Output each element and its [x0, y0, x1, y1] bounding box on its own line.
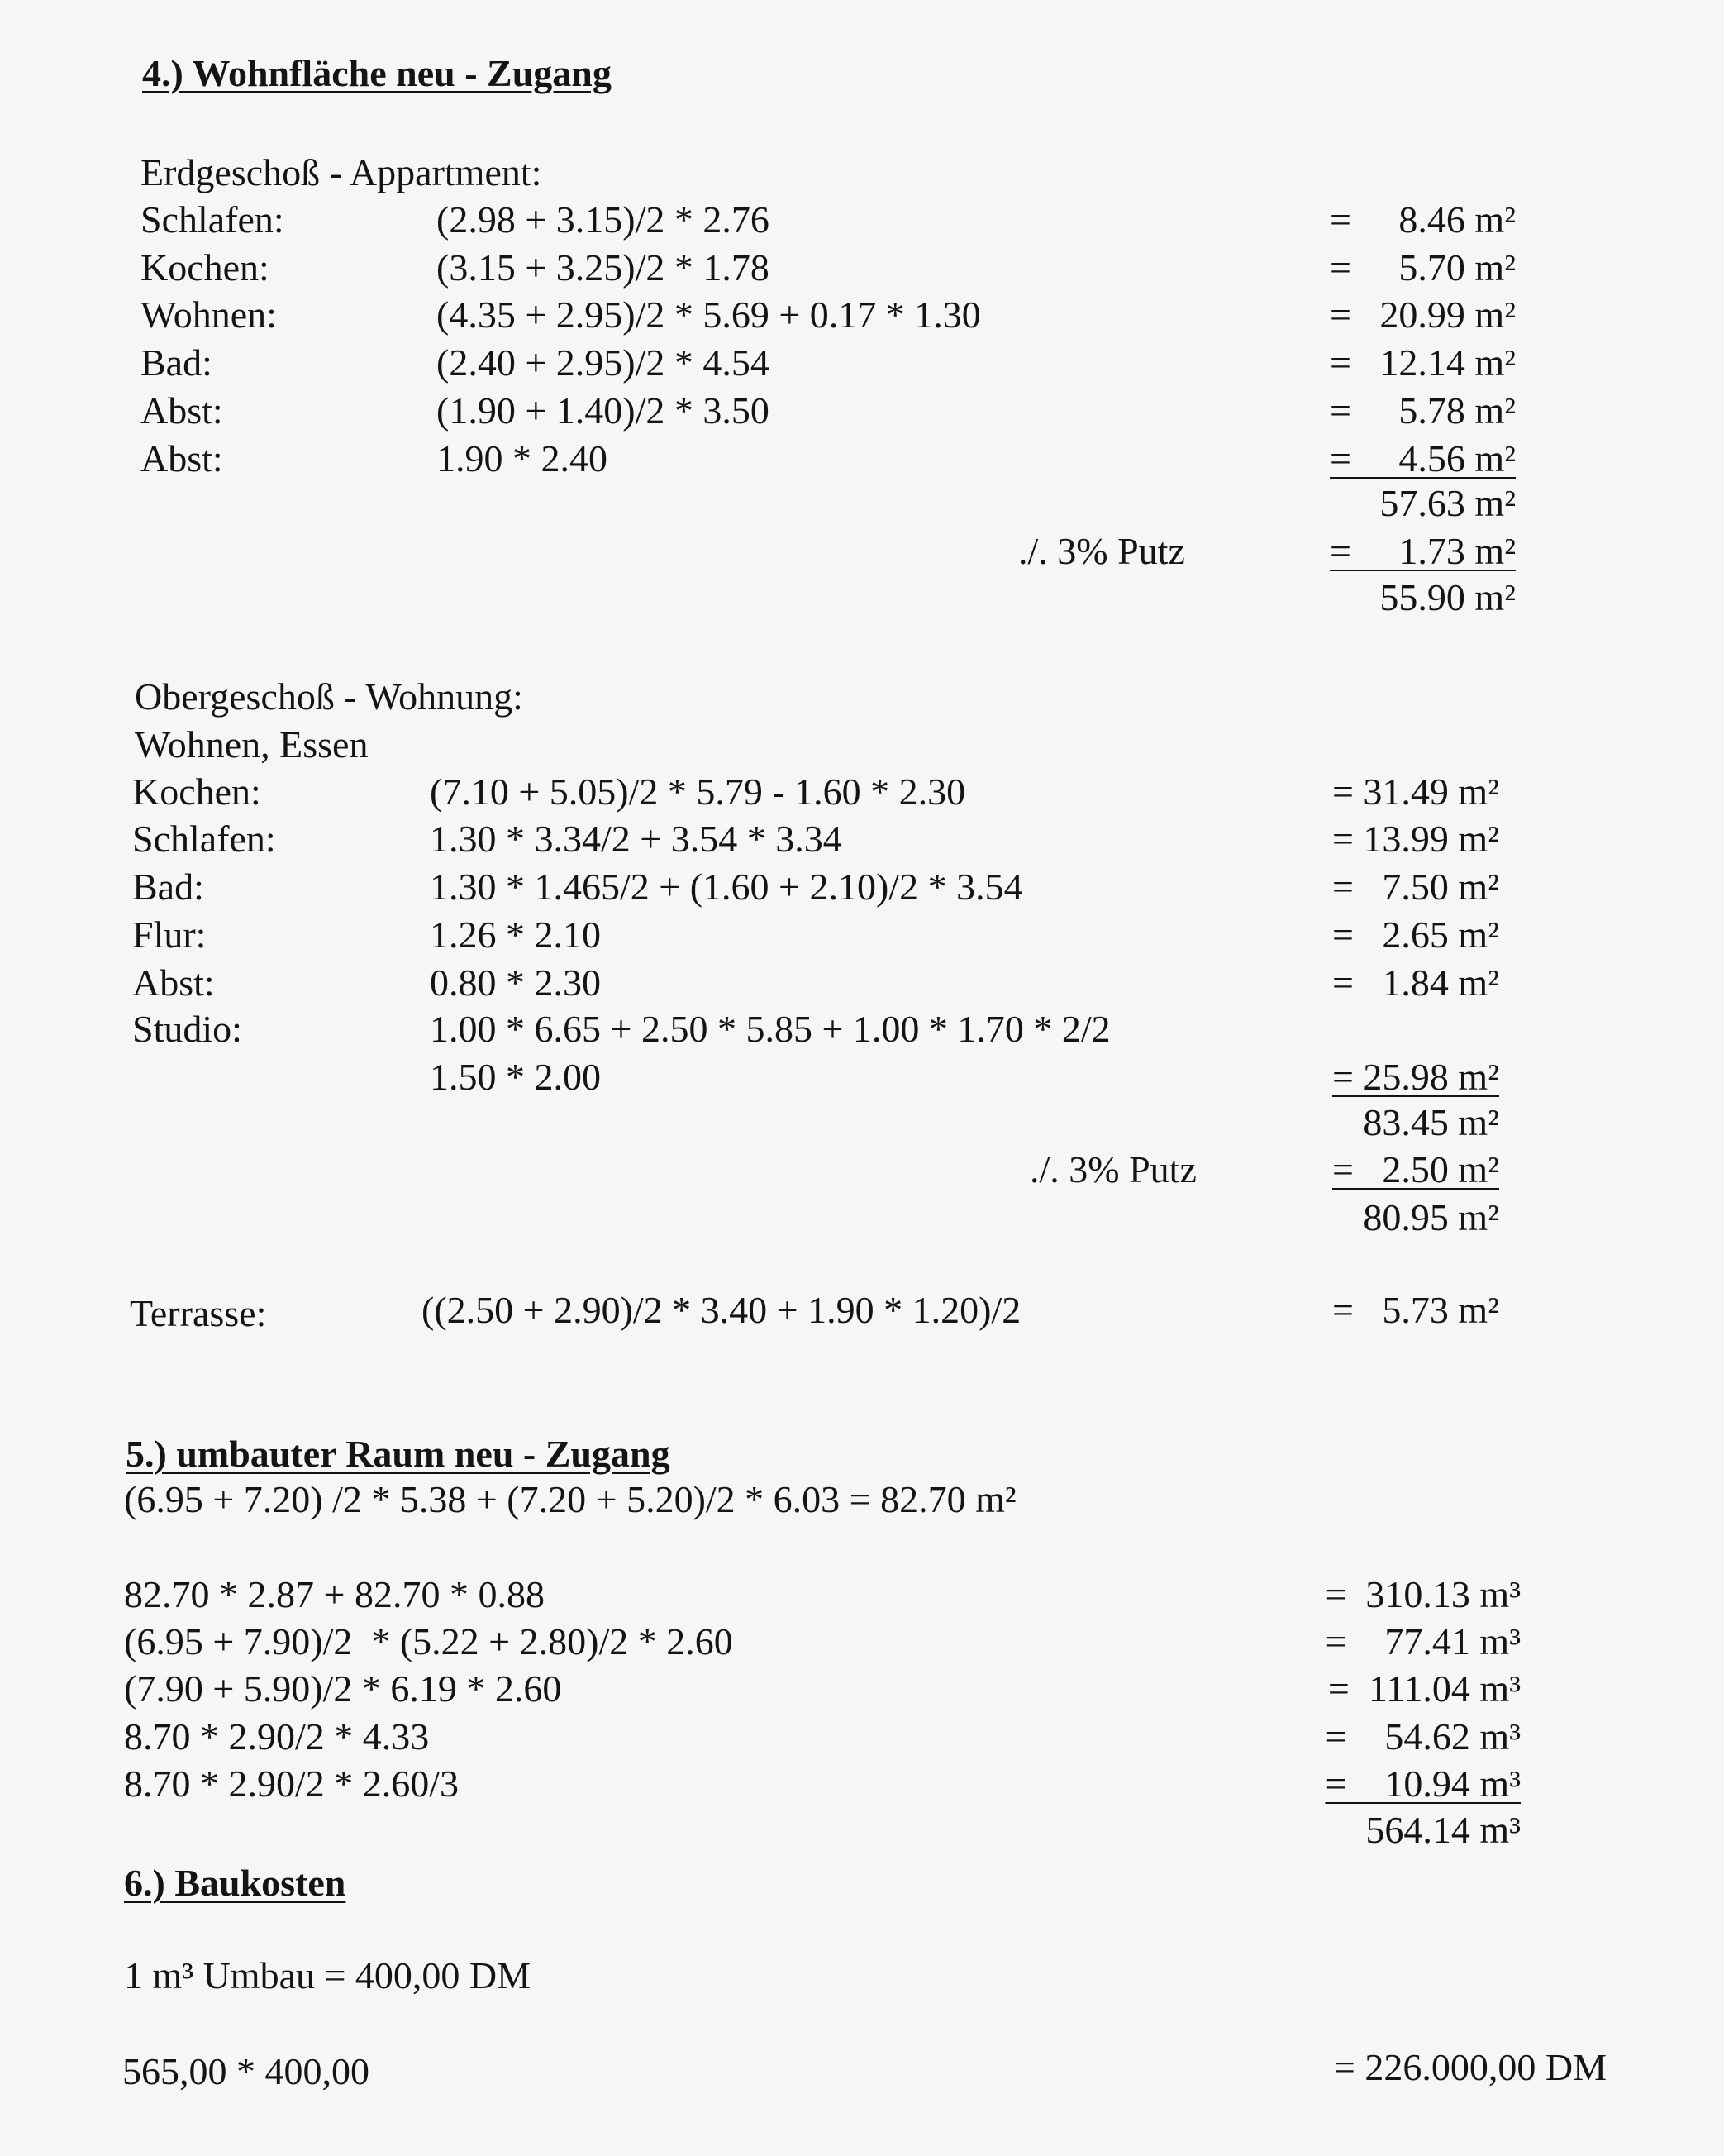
eg-row-formula: (3.15 + 3.25)/2 * 1.78	[436, 246, 769, 289]
volume-row-formula: (7.90 + 5.90)/2 * 6.19 * 2.60	[124, 1667, 562, 1710]
terrasse-result: = 5.73 m²	[1331, 1289, 1499, 1331]
eg-putz-value: = 1.73 m²	[1329, 530, 1516, 572]
section4-heading: 4.) Wohnfläche neu - Zugang	[142, 52, 612, 94]
eg-putz-label: ./. 3% Putz	[1018, 530, 1185, 572]
section5-area-line: (6.95 + 7.20) /2 * 5.38 + (7.20 + 5.20)/2 * 6.03 = 82.70 m²	[124, 1478, 1017, 1520]
eg-row-result: = 12.14 m²	[1329, 341, 1516, 384]
eg-subtotal: 57.63 m²	[1379, 482, 1516, 524]
volume-row-formula: (6.95 + 7.90)/2 * (5.22 + 2.80)/2 * 2.60	[124, 1620, 733, 1662]
og-row-label: Kochen:	[132, 770, 261, 813]
og-studio-line2: 1.50 * 2.00	[430, 1056, 601, 1098]
og-studio-result: = 25.98 m²	[1331, 1056, 1499, 1098]
eg-row-label: Wohnen:	[140, 293, 277, 336]
eg-row-result: = 8.46 m²	[1329, 198, 1516, 241]
og-row-formula: 1.30 * 1.465/2 + (1.60 + 2.10)/2 * 3.54	[430, 866, 1023, 908]
volume-row-formula: 82.70 * 2.87 + 82.70 * 0.88	[124, 1573, 545, 1615]
og-row-label: Abst:	[132, 961, 215, 1004]
og-row-result: = 1.84 m²	[1331, 961, 1499, 1004]
og-row-formula: 0.80 * 2.30	[430, 961, 601, 1004]
og-row-label: Studio:	[132, 1008, 242, 1050]
cost-result: = 226.000,00 DM	[1333, 2046, 1607, 2088]
og-row-label: Schlafen:	[132, 818, 276, 860]
eg-total: 55.90 m²	[1379, 576, 1516, 618]
eg-row-label: Kochen:	[140, 246, 269, 289]
volume-total: 564.14 m³	[1365, 1809, 1521, 1851]
eg-row-result: = 5.78 m²	[1329, 389, 1516, 432]
og-putz-label: ./. 3% Putz	[1030, 1148, 1197, 1190]
eg-row-formula: (1.90 + 1.40)/2 * 3.50	[436, 389, 769, 432]
og-putz-value: = 2.50 m²	[1331, 1148, 1499, 1190]
volume-row-result: = 54.62 m³	[1325, 1715, 1521, 1758]
eg-row-label: Abst:	[140, 389, 223, 432]
unit-price-line: 1 m³ Umbau = 400,00 DM	[124, 1954, 531, 1996]
eg-row-label: Abst:	[140, 437, 223, 479]
og-subtotal: 83.45 m²	[1363, 1101, 1499, 1143]
eg-row-formula: (2.98 + 3.15)/2 * 2.76	[436, 198, 769, 241]
og-row-result: = 13.99 m²	[1331, 818, 1499, 860]
og-total: 80.95 m²	[1363, 1196, 1499, 1238]
og-row-result: = 31.49 m²	[1331, 770, 1499, 813]
og-row-formula: 1.00 * 6.65 + 2.50 * 5.85 + 1.00 * 1.70 * 2/2	[430, 1008, 1111, 1050]
volume-row-formula: 8.70 * 2.90/2 * 2.60/3	[124, 1762, 460, 1805]
eg-row-result: = 4.56 m²	[1329, 437, 1516, 479]
og-row-formula: (7.10 + 5.05)/2 * 5.79 - 1.60 * 2.30	[430, 770, 966, 813]
eg-title: Erdgeschoß - Appartment:	[140, 151, 542, 193]
og-row-label: Bad:	[132, 866, 204, 908]
eg-row-result: = 5.70 m²	[1329, 246, 1516, 289]
volume-row-result: = 10.94 m³	[1325, 1762, 1521, 1805]
eg-row-formula: (2.40 + 2.95)/2 * 4.54	[436, 341, 769, 384]
terrasse-label: Terrasse:	[130, 1292, 267, 1334]
og-row-result: = 2.65 m²	[1331, 913, 1499, 956]
og-title: Obergeschoß - Wohnung:	[135, 675, 523, 718]
eg-row-formula: 1.90 * 2.40	[436, 437, 607, 479]
og-row-formula: 1.26 * 2.10	[430, 913, 601, 956]
og-row-result: = 7.50 m²	[1331, 866, 1499, 908]
volume-row-result: = 77.41 m³	[1325, 1620, 1521, 1662]
volume-row-result: = 111.04 m³	[1327, 1667, 1521, 1710]
section5-heading: 5.) umbauter Raum neu - Zugang	[126, 1433, 670, 1475]
section6-heading: 6.) Baukosten	[124, 1862, 346, 1904]
eg-row-label: Bad:	[140, 341, 212, 384]
volume-row-formula: 8.70 * 2.90/2 * 4.33	[124, 1715, 430, 1758]
og-row-formula: 1.30 * 3.34/2 + 3.54 * 3.34	[430, 818, 842, 860]
eg-row-result: = 20.99 m²	[1329, 293, 1516, 336]
terrasse-formula: ((2.50 + 2.90)/2 * 3.40 + 1.90 * 1.20)/2	[421, 1289, 1022, 1331]
eg-row-label: Schlafen:	[140, 198, 284, 241]
og-subtitle: Wohnen, Essen	[135, 723, 369, 766]
cost-formula: 565,00 * 400,00	[122, 2050, 369, 2092]
volume-row-result: = 310.13 m³	[1325, 1573, 1521, 1615]
og-row-label: Flur:	[132, 913, 207, 956]
eg-row-formula: (4.35 + 2.95)/2 * 5.69 + 0.17 * 1.30	[436, 293, 981, 336]
